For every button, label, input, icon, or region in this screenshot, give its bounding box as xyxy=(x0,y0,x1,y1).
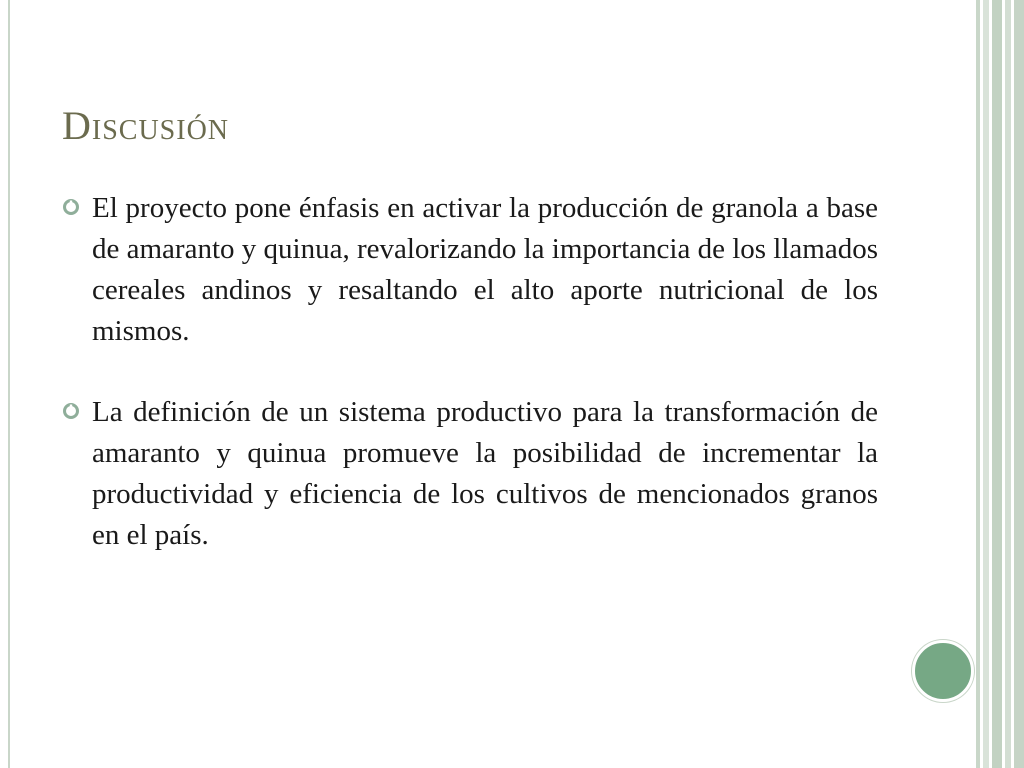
right-stripe-decoration xyxy=(1014,0,1024,768)
bullet-item xyxy=(62,392,878,556)
right-stripe-decoration xyxy=(983,0,989,768)
slide-title: Discusión xyxy=(62,103,230,148)
right-stripe-decoration xyxy=(992,0,1002,768)
bullet-item xyxy=(62,188,878,352)
bullet-text: La definición de un sistema productivo para la transformación de amaranto y quinua promueve la posibilidad de incrementar la productividad y eficiencia de los cultivos de mencionados granos en el país. xyxy=(92,396,878,551)
ring-bullet-icon xyxy=(62,198,80,216)
bullet-text: El proyecto pone énfasis en activar la producción de granola a base de amaranto y quinua, revalorizando la importancia de los llamados cereales andinos y resaltando el alto aporte nutricional de los mismos. xyxy=(92,192,878,347)
ring-bullet-icon xyxy=(62,402,80,420)
left-border-decoration xyxy=(8,0,10,768)
green-circle-decoration xyxy=(912,640,974,702)
right-stripe-decoration xyxy=(976,0,980,768)
bullet-list xyxy=(62,188,878,596)
right-stripe-decoration xyxy=(1005,0,1011,768)
